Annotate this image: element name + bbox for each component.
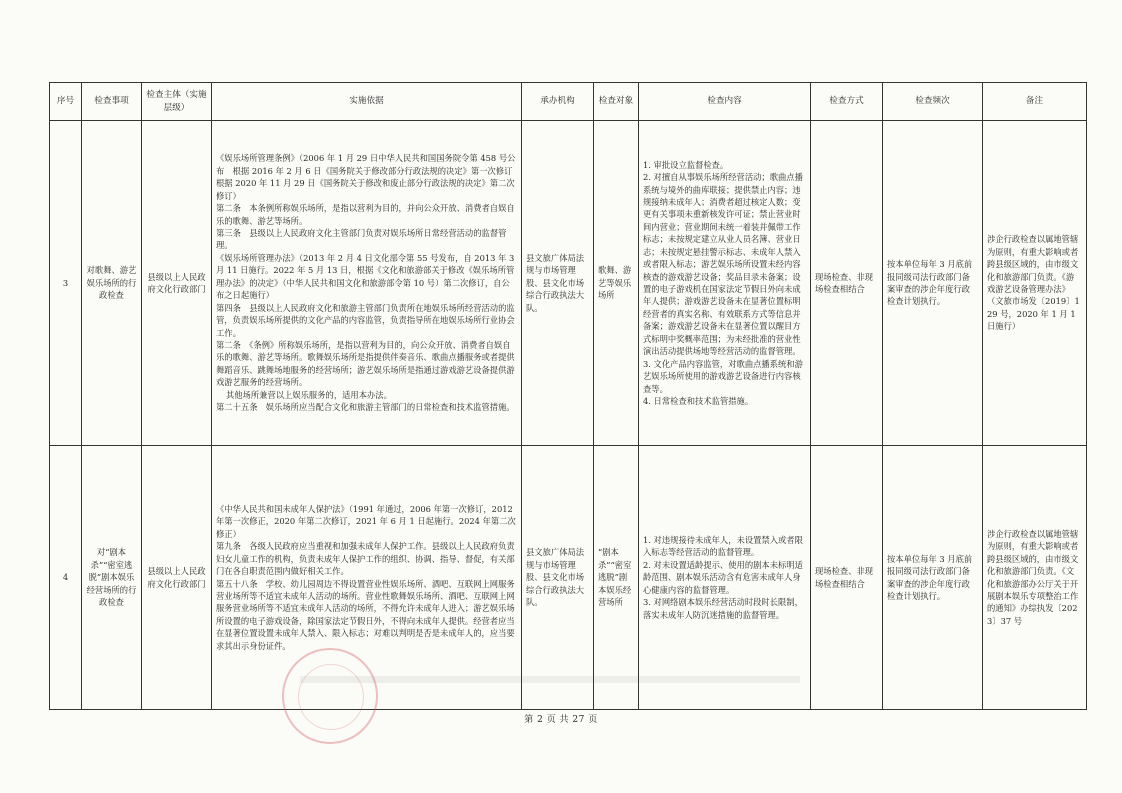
cell-subject: 县级以上人民政府文化行政部门 bbox=[142, 121, 212, 446]
cell-subject: 县级以上人民政府文化行政部门 bbox=[142, 446, 212, 710]
content-item: 2. 对擅自从事娱乐场所经营活动；歌曲点播系统与境外的曲库联接；提供禁止内容；违规接纳未成年人；消费者超过核定人数；变更有关事项未重新核发许可证；禁止营业时间内营业；营业期间未统一着装并佩带工作标志；未按规定建立从业人员名簿、营业日志；未按规定悬挂警示标志、未成年人禁入或者限入标志；游艺娱乐场所设置未经内容核查的游戏游艺设备；奖品目录未备案；设置的电子游戏机在国家法定节假日外向未成年人提供；游戏游艺设备未在显著位置标明经营者的真实名称、有效联系方式等信息并备案；游戏游艺设备未在显著位置以醒目方式标明中奖概率范围；为未经批准的营业性演出活动提供场地等经营活动的监督管理。 bbox=[643, 172, 803, 357]
content-item: 3. 文化产品内容监管，对歌曲点播系统和游艺娱乐场所使用的游戏游艺设备进行内容核查等。 bbox=[643, 358, 803, 394]
content-item: 2. 对未设置适龄提示、使用的剧本未标明适龄范围、剧本娱乐活动含有危害未成年人身心健康内容的监督管理。 bbox=[643, 559, 803, 595]
cell-remark: 涉企行政检查以属地管辖为原则，有重大影响或者跨县级区域的，由市级文化和旅游部门负责。《游戏游艺设备管理办法》（文旅市场发〔2019〕129 号，2020 年 1 月 1 日施行） bbox=[983, 121, 1087, 446]
cell-agency: 县文旅广体局法规与市场管理股、县文化市场综合行政执法大队。 bbox=[522, 446, 594, 710]
basis-paragraph: 《中华人民共和国未成年人保护法》（1991 年通过，2006 年第一次修订，2012 年第一次修正，2020 年第二次修订，2021 年 6 月 1 日起施行。2024 年第二次修正） bbox=[216, 503, 516, 539]
content-item: 3. 对网络剧本娱乐经营活动时段时长限制，落实未成年人防沉迷措施的监督管理。 bbox=[643, 597, 803, 620]
table-header-row bbox=[50, 83, 1087, 121]
cell-basis bbox=[212, 121, 522, 446]
cell-object: “剧本杀”“密室逃脱”剧本娱乐经营场所 bbox=[594, 446, 639, 710]
header-method: 检查方式 bbox=[811, 83, 883, 121]
header-content: 检查内容 bbox=[639, 83, 811, 121]
content-item: 4. 日常检查和技术监管措施。 bbox=[643, 395, 754, 406]
cell-item: 对“剧本杀”“密室逃脱”剧本娱乐经营场所的行政检查 bbox=[82, 446, 142, 710]
cell-method: 现场检查、非现场检查相结合 bbox=[811, 446, 883, 710]
basis-paragraph: 第二十五条 娱乐场所应当配合文化和旅游主管部门的日常检查和技术监管措施。 bbox=[216, 402, 515, 413]
cell-object: 歌舞、游艺等娱乐场所 bbox=[594, 121, 639, 446]
cell-remark: 涉企行政检查以属地管辖为原则，有重大影响或者跨县级区域的，由市级文化和旅游部门负责。《文化和旅游部办公厅关于开展剧本娱乐专项整治工作的通知》办综执发〔2023〕37 号 bbox=[983, 446, 1087, 710]
basis-paragraph: 《娱乐场所管理办法》（2013 年 2 月 4 日文化部令第 55 号发布，自 2013 年 3 月 11 日施行。2022 年 5 月 13 日，根据《文化和旅游部关于修改《娱乐场所管理办法》的决定》（中华人民共和国文化和旅游部令第 10 号）第二次修订，自公布之日起施行） bbox=[216, 252, 515, 301]
basis-paragraph: 第九条 各级人民政府应当重视和加强未成年人保护工作。县级以上人民政府负责妇女儿童工作的机构，负责未成年人保护工作的组织、协调、指导、督促，有关部门在各自职责范围内做好相关工作。 bbox=[216, 541, 515, 577]
basis-paragraph: 第二条 《条例》所称娱乐场所，是指以营利为目的，向公众开放、消费者自娱自乐的歌舞、游艺等场所。歌舞娱乐场所是指提供伴奏音乐、歌曲点播服务或者提供舞蹈音乐、跳舞场地服务的经营场所；游艺娱乐场所是指通过游戏游艺设备提供游戏游艺服务的经营场所。 bbox=[216, 339, 515, 388]
page-number: 第 2 页 共 27 页 bbox=[524, 715, 598, 725]
header-frequency: 检查频次 bbox=[883, 83, 983, 121]
header-object: 检查对象 bbox=[594, 83, 639, 121]
basis-paragraph: 第四条 县级以上人民政府文化和旅游主管部门负责所在地娱乐场所经营活动的监管，负责娱乐场所提供的文化产品的内容监管，负责指导所在地娱乐场所行业协会工作。 bbox=[216, 302, 515, 338]
cell-item: 对歌舞、游艺娱乐场所的行政检查 bbox=[82, 121, 142, 446]
table-row bbox=[50, 121, 1087, 446]
header-subject: 检查主体（实施层级） bbox=[142, 83, 212, 121]
official-seal bbox=[282, 648, 378, 744]
basis-paragraph: 第二条 本条例所称娱乐场所，是指以营利为目的，并向公众开放、消费者自娱自乐的歌舞、游艺等场所。 bbox=[216, 203, 515, 226]
basis-paragraph: 《娱乐场所管理条例》（2006 年 1 月 29 日中华人民共和国国务院令第 458 号公布 根据 2016 年 2 月 6 日《国务院关于修改部分行政法规的决定》第一次修订 根据 2020 年 11 月 29 日《国务院关于修改和废止部分行政法规的决定》第二次修订） bbox=[216, 153, 521, 201]
cell-frequency: 按本单位每年 3 月底前报同级司法行政部门备案审查的涉企年度行政检查计划执行。 bbox=[883, 446, 983, 710]
table-row bbox=[50, 446, 1087, 710]
basis-paragraph: 第三条 县级以上人民政府文化主管部门负责对娱乐场所日常经营活动的监督管理。 bbox=[216, 228, 507, 251]
cell-method: 现场检查、非现场检查相结合 bbox=[811, 121, 883, 446]
cell-frequency: 按本单位每年 3 月底前报同级司法行政部门备案审查的涉企年度行政检查计划执行。 bbox=[883, 121, 983, 446]
basis-paragraph: 第五十八条 学校、幼儿园周边不得设置营业性娱乐场所、酒吧、互联网上网服务营业场所等不适宜未成年人活动的场所。营业性歌舞娱乐场所、酒吧、互联网上网服务营业场所等不适宜未成年人活动的场所，不得允许未成年人进入；游艺娱乐场所设置的电子游戏设备，除国家法定节假日外，不得向未成年人提供。经营者应当在显著位置设置未成年人禁入、限入标志；对难以判明是否是未成年人的，应当要求其出示身份证件。 bbox=[216, 578, 515, 651]
cell-content bbox=[639, 446, 811, 710]
cell-seq: 3 bbox=[50, 121, 82, 446]
header-basis: 实施依据 bbox=[212, 83, 522, 121]
header-seq: 序号 bbox=[50, 83, 82, 121]
content-item: 1. 审批设立监督检查。 bbox=[643, 159, 729, 170]
header-remark: 备注 bbox=[983, 83, 1087, 121]
basis-paragraph: 其他场所兼营以上娱乐服务的，适用本办法。 bbox=[225, 389, 392, 400]
cell-content bbox=[639, 121, 811, 446]
cell-seq: 4 bbox=[50, 446, 82, 710]
header-agency: 承办机构 bbox=[522, 83, 594, 121]
header-item: 检查事项 bbox=[82, 83, 142, 121]
content-item: 1. 对违规接待未成年人，未设置禁入或者限入标志等经营活动的监督管理。 bbox=[643, 534, 803, 558]
cell-agency: 县文旅广体局法规与市场管理股、县文化市场综合行政执法大队。 bbox=[522, 121, 594, 446]
inspection-table bbox=[49, 82, 1087, 710]
